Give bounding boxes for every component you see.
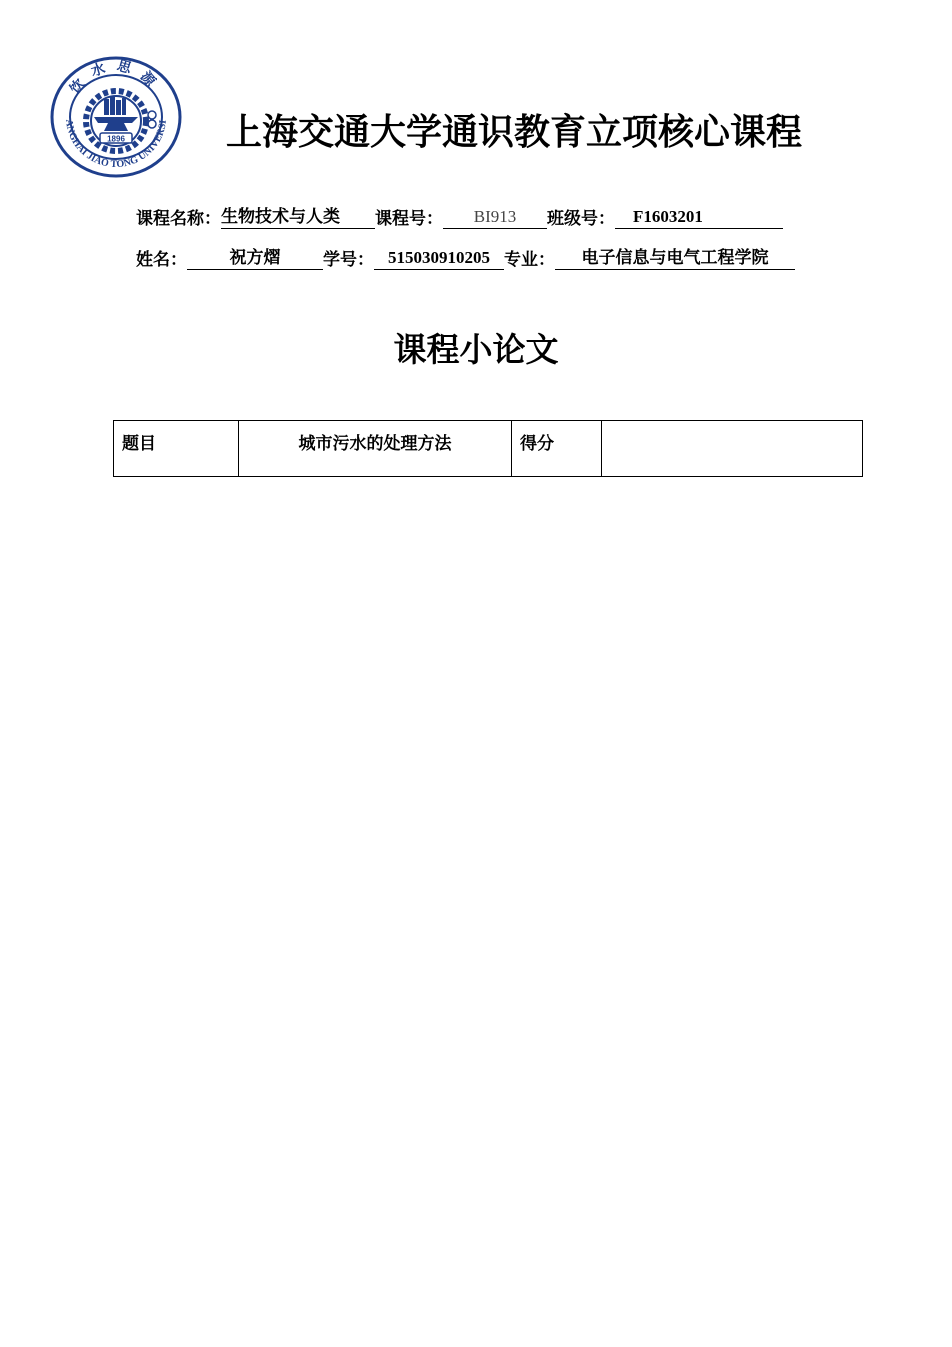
course-no-value: BI913 — [443, 207, 547, 229]
student-name-label: 姓名： — [136, 250, 187, 270]
score-value — [602, 421, 863, 477]
score-label: 得分 — [512, 421, 602, 477]
paper-title: 课程小论文 — [393, 330, 559, 369]
topic-score-table — [113, 420, 863, 477]
svg-text:饮水思源: 饮水思源 — [67, 57, 165, 98]
course-name-label: 课程名称： — [136, 209, 221, 229]
student-name-value: 祝方熠 — [187, 248, 323, 270]
svg-text:1896: 1896 — [107, 134, 125, 144]
course-name-value: 生物技术与人类 — [221, 207, 375, 229]
class-no-value: F1603201 — [615, 207, 783, 229]
class-no-label: 班级号： — [547, 209, 615, 229]
major-label: 专业： — [504, 250, 555, 270]
topic-value: 城市污水的处理方法 — [239, 421, 512, 477]
sjtu-emblem-icon — [48, 55, 184, 179]
course-program-title: 上海交通大学通识教育立项核心课程 — [226, 112, 803, 153]
svg-text:SHANGHAI JIAO TONG UNIVERSITY: ANGHAI JIAO TONG UNIVERSI — [62, 118, 169, 171]
major-value: 电子信息与电气工程学院 — [555, 248, 795, 270]
topic-label: 题目 — [114, 421, 239, 477]
course-no-label: 课程号： — [375, 209, 443, 229]
course-info-line-2 — [136, 245, 795, 270]
student-no-label: 学号： — [323, 250, 374, 270]
course-info-line-1 — [136, 204, 783, 229]
table-row — [114, 421, 863, 477]
university-logo — [48, 55, 184, 179]
student-no-value: 515030910205 — [374, 248, 504, 270]
